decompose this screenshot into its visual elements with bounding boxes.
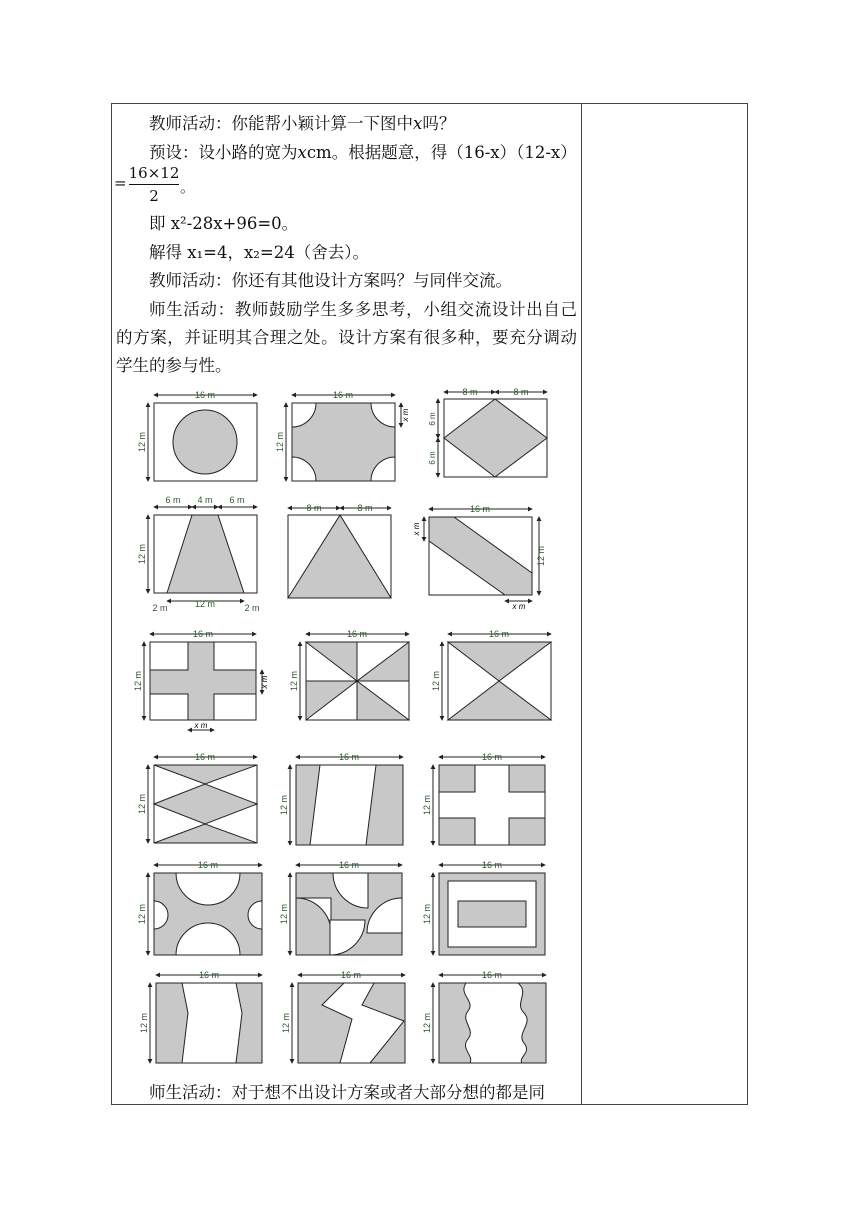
line-teacher-question	[116, 114, 576, 134]
figure-zigzag-path	[281, 970, 405, 1063]
svg-text:12 m: 12 m	[422, 794, 432, 816]
figure-trapezoid	[137, 495, 260, 613]
fraction-denominator: 2	[149, 187, 159, 205]
svg-text:16 m: 16 m	[194, 752, 216, 762]
figure-corner-squares	[422, 752, 545, 845]
figure-concentric-frame	[422, 860, 545, 955]
svg-text:12 m: 12 m	[137, 793, 147, 815]
period: 。	[180, 178, 196, 196]
svg-text:16 m: 16 m	[481, 752, 503, 762]
svg-text:16 m: 16 m	[194, 390, 216, 400]
svg-text:2 m: 2 m	[244, 603, 260, 613]
figure-quarter-arcs	[275, 390, 410, 481]
svg-text:2 m: 2 m	[152, 603, 168, 613]
svg-text:16 m: 16 m	[469, 504, 491, 514]
svg-text:12 m: 12 m	[275, 431, 285, 453]
svg-text:6 m: 6 m	[229, 495, 245, 505]
svg-text:12 m: 12 m	[137, 543, 147, 565]
design-figures	[130, 385, 560, 1085]
text-segment: 预设：设小路的宽为	[149, 143, 298, 162]
svg-text:12 m: 12 m	[536, 545, 546, 567]
svg-text:x m: x m	[260, 675, 269, 689]
line-last: 师生活动：对于想不出设计方案或者大部分想的都是同	[149, 1083, 545, 1102]
svg-text:8 m: 8 m	[513, 387, 529, 397]
svg-text:12 m: 12 m	[422, 1012, 432, 1034]
svg-text:16 m: 16 m	[338, 860, 360, 870]
line-teacher-activity: 教师活动：你还有其他设计方案吗？与同伴交流。	[149, 271, 512, 290]
svg-text:12 m: 12 m	[431, 670, 441, 692]
svg-text:16 m: 16 m	[488, 629, 510, 639]
svg-text:12 m: 12 m	[137, 903, 147, 925]
svg-text:12 m: 12 m	[279, 794, 289, 816]
text-segment: cm。根据题意，得（16-x）（12-x）	[306, 143, 577, 162]
figure-bowtie	[431, 629, 551, 720]
svg-text:16 m: 16 m	[197, 860, 219, 870]
svg-text:12 m: 12 m	[194, 599, 216, 609]
var-x: x	[297, 143, 307, 162]
svg-text:x m: x m	[412, 522, 421, 536]
line-solution: 解得 x₁=4，x₂=24（舍去）。	[149, 243, 369, 262]
svg-text:16 m: 16 m	[332, 390, 354, 400]
line-equation: 即 x²-28x+96=0。	[149, 214, 299, 233]
figure-quarter-pinwheel	[279, 860, 402, 955]
svg-text:16 m: 16 m	[481, 970, 503, 980]
svg-text:16 m: 16 m	[340, 970, 362, 980]
svg-text:x m: x m	[401, 408, 410, 422]
figure-cross	[133, 629, 269, 730]
svg-text:6 m: 6 m	[428, 451, 437, 465]
line-preset	[116, 143, 576, 163]
fraction-numerator: 16×12	[128, 164, 180, 182]
svg-text:12 m: 12 m	[289, 670, 299, 692]
svg-text:6 m: 6 m	[428, 412, 437, 426]
figure-wavy-path	[422, 970, 546, 1063]
text-segment: 吗？	[422, 114, 456, 133]
svg-text:x m: x m	[194, 721, 208, 730]
svg-text:16 m: 16 m	[198, 970, 220, 980]
fraction-bar	[129, 184, 179, 185]
svg-text:8 m: 8 m	[357, 503, 373, 513]
equals-sign: =	[114, 174, 127, 192]
figure-semicircles	[137, 860, 262, 955]
svg-text:16 m: 16 m	[346, 629, 368, 639]
paragraph-activity: 师生活动：教师鼓励学生多多思考，小组交流设计出自己的方案，并证明其合理之处。设计方案有很多种，要充分调动学生的参与性。	[116, 300, 577, 375]
text-segment: 教师活动：你能帮小颖计算一下图中	[149, 114, 413, 133]
svg-text:8 m: 8 m	[462, 387, 478, 397]
svg-text:x m: x m	[512, 602, 526, 611]
svg-text:6 m: 6 m	[165, 495, 181, 505]
svg-text:16 m: 16 m	[192, 629, 214, 639]
svg-text:4 m: 4 m	[197, 495, 213, 505]
svg-text:12 m: 12 m	[137, 431, 147, 453]
figure-slanted-path	[279, 752, 403, 845]
svg-text:8 m: 8 m	[306, 503, 322, 513]
svg-text:12 m: 12 m	[139, 1012, 149, 1034]
figure-double-x	[137, 752, 257, 843]
svg-text:12 m: 12 m	[133, 670, 143, 692]
svg-text:12 m: 12 m	[422, 903, 432, 925]
svg-text:12 m: 12 m	[281, 1012, 291, 1034]
figure-pinwheel	[289, 629, 409, 720]
figure-circle	[137, 390, 257, 481]
var-x: x	[413, 114, 423, 133]
figure-triangle	[288, 503, 391, 598]
svg-text:16 m: 16 m	[481, 860, 503, 870]
figure-rhombus	[428, 387, 547, 477]
figure-chevron-path	[139, 970, 262, 1063]
figure-diagonal-path	[412, 504, 546, 611]
svg-text:16 m: 16 m	[338, 752, 360, 762]
svg-text:12 m: 12 m	[279, 903, 289, 925]
